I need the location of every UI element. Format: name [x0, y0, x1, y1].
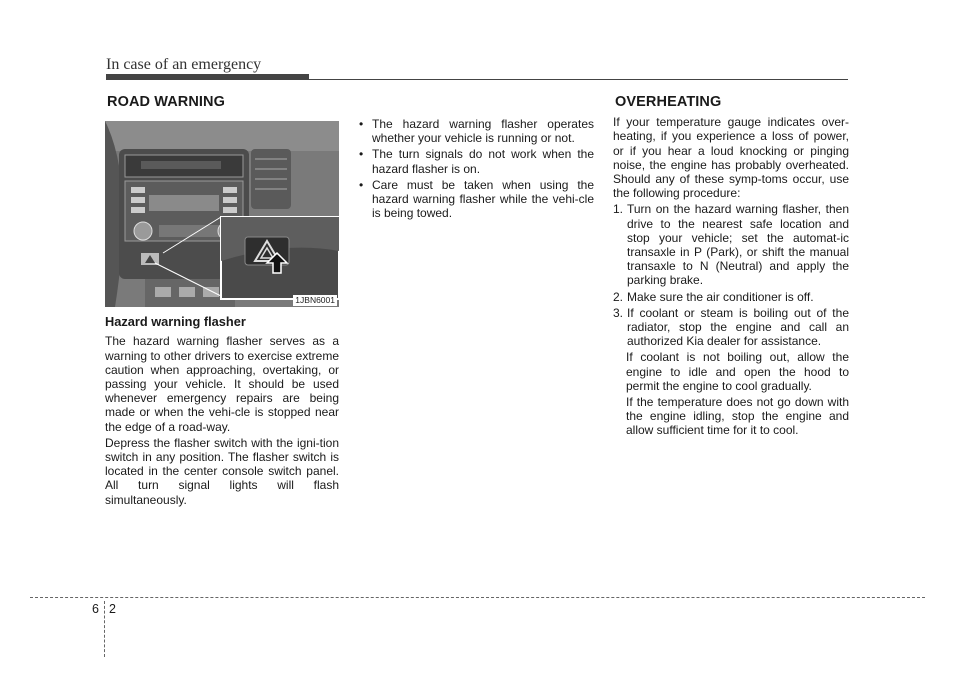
list-item: [613, 202, 849, 287]
step-text: Turn on the hazard warning flasher, then drive to the nearest safe location and stop your vehicle; set the automat-ic transaxle in P (Park), or shift the manual transaxle to N (Neutral) and apply the parking brake.: [627, 202, 849, 288]
step3-note-2: If the temperature does not go down with the engine idling, stop the engine and allow sufficient time for it to cool.: [626, 395, 849, 438]
figure-code: 1JBN6001: [295, 295, 335, 306]
header-rule: [106, 79, 848, 80]
procedure-steps: [613, 202, 849, 348]
middle-column: [358, 117, 594, 222]
dashboard-illustration: [105, 121, 339, 307]
step-number: 1.: [613, 202, 624, 217]
page-number-divider: [104, 601, 105, 657]
road-warning-heading: ROAD WARNING: [107, 94, 225, 110]
step-number: 2.: [613, 289, 624, 304]
chapter-number: 6: [92, 602, 99, 616]
footer-rule: [30, 597, 925, 598]
list-item: • The turn signals do not work when the hazard flasher is on.: [358, 147, 594, 175]
hazard-switch-figure: [105, 121, 339, 307]
right-column: [613, 92, 849, 440]
list-item: [613, 290, 849, 304]
step-number: 3.: [613, 305, 624, 320]
hazard-flasher-subheading: Hazard warning flasher: [105, 314, 246, 330]
overheating-heading: OVERHEATING: [615, 94, 722, 110]
overheating-intro: If your temperature gauge indicates over-heating, if you experience a loss of power, or if you hear a loud knocking or pinging noise, the engine has probably overheated. Should any of these symp-toms occur, use the following procedure:: [613, 115, 849, 201]
hazard-paragraph-2: Depress the flasher switch with the igni-tion switch in any position. The flasher switch is located in the center console switch panel. All turn signal lights will flash simultaneously.: [105, 435, 339, 507]
page-number: 2: [109, 602, 116, 616]
section-title: In case of an emergency: [106, 56, 262, 73]
step-text: Make sure the air conditioner is off.: [627, 289, 814, 304]
hazard-paragraph-1: The hazard warning flasher serves as a warning to other drivers to exercise extreme caution when approaching, overtaking, or passing your vehicle. It should be used whenever emergency repairs are being made or when the vehi-cle is stopped near the edge of a road-way.: [105, 334, 339, 434]
list-item: • The hazard warning flasher operates whether your vehicle is running or not.: [358, 117, 594, 145]
left-column: [105, 92, 339, 509]
step3-note-1: If coolant is not boiling out, allow the engine to idle and open the hood to permit the engine to cool gradually.: [626, 350, 849, 393]
list-item: • Care must be taken when using the hazard warning flasher while the vehi-cle is being towed.: [358, 178, 594, 221]
list-item: [613, 306, 849, 349]
notes-list: [358, 117, 594, 220]
step-text: If coolant or steam is boiling out of the radiator, stop the engine and call an authorized Kia dealer for assistance.: [627, 305, 849, 349]
